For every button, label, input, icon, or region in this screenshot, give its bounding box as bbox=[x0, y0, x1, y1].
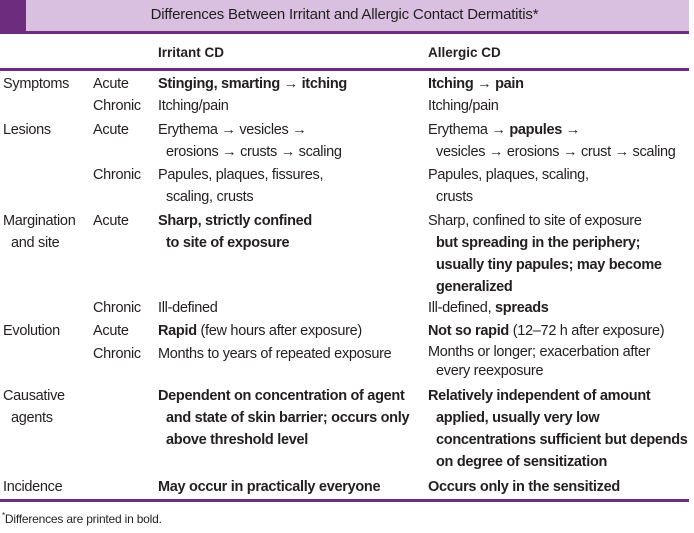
arrow-icon: → bbox=[614, 144, 629, 160]
bottom-rule bbox=[0, 499, 689, 502]
evolution-acute-allergic: Not so rapid (12–72 h after exposure) bbox=[428, 323, 665, 339]
margination-acute-allergic: Sharp, confined to site of exposure but spreading in the periphery; usually tiny papules; may become generalized bbox=[428, 213, 662, 295]
arrow-icon: → bbox=[488, 144, 504, 160]
arrow-icon: → bbox=[283, 76, 298, 92]
margination-chronic-allergic: Ill-defined, spreads bbox=[428, 300, 549, 316]
header-rule bbox=[0, 68, 689, 71]
symptoms-chronic-allergic: Itching/pain bbox=[428, 98, 499, 114]
row-label-incidence: Incidence bbox=[3, 479, 63, 495]
footnote: *Differences are printed in bold. bbox=[2, 511, 162, 526]
arrow-icon: → bbox=[565, 122, 580, 138]
arrow-icon: → bbox=[563, 144, 578, 160]
causative-allergic: Relatively independent of amount applied, usually very low concentrations sufficient but depends on degree of sensitization bbox=[428, 388, 688, 470]
incidence-irritant: May occur in practically everyone bbox=[158, 479, 381, 495]
row-label-evolution: Evolution bbox=[3, 323, 60, 339]
table-title: Differences Between Irritant and Allergic Contact Dermatitis* bbox=[150, 6, 539, 23]
lesions-chronic-allergic: Papules, plaques, scaling, crusts bbox=[428, 167, 589, 205]
arrow-icon: → bbox=[222, 144, 237, 160]
phase-label: Acute bbox=[93, 323, 129, 339]
symptoms-acute-allergic: Itching → pain bbox=[428, 76, 524, 92]
phase-label: Chronic bbox=[93, 346, 141, 362]
phase-label: Chronic bbox=[93, 98, 141, 114]
phase-label: Acute bbox=[93, 76, 129, 92]
evolution-chronic-irritant: Months to years of repeated exposure bbox=[158, 346, 392, 362]
phase-label: Acute bbox=[93, 213, 129, 229]
incidence-allergic: Occurs only in the sensitized bbox=[428, 479, 620, 495]
header-irritant: Irritant CD bbox=[158, 45, 225, 60]
arrow-icon: → bbox=[292, 122, 307, 138]
arrow-icon: → bbox=[221, 122, 236, 138]
lesions-chronic-irritant: Papules, plaques, fissures, scaling, crusts bbox=[158, 167, 324, 205]
row-label-lesions: Lesions bbox=[3, 122, 51, 138]
title-bar bbox=[0, 0, 689, 34]
lesions-acute-irritant: Erythema → vesicles → erosions → crusts → scaling bbox=[158, 122, 342, 160]
header-allergic: Allergic CD bbox=[428, 45, 501, 60]
phase-label: Chronic bbox=[93, 167, 141, 183]
row-label-causative-agents: Causative agents bbox=[3, 388, 65, 426]
causative-irritant: Dependent on concentration of agent and state of skin barrier; occurs only above threshold level bbox=[158, 388, 410, 448]
margination-acute-irritant: Sharp, strictly confined to site of exposure bbox=[158, 213, 312, 251]
phase-label: Chronic bbox=[93, 300, 141, 316]
row-label-margination: Margination and site bbox=[3, 213, 76, 251]
arrow-icon: → bbox=[477, 76, 492, 92]
arrow-icon: → bbox=[491, 122, 506, 138]
margination-chronic-irritant: Ill-defined bbox=[158, 300, 218, 316]
arrow-icon: → bbox=[280, 144, 295, 160]
evolution-chronic-allergic: Months or longer; exacerbation after every reexposure bbox=[428, 344, 651, 379]
lesions-acute-allergic: Erythema → papules → vesicles → erosions → crust → scaling bbox=[428, 122, 676, 160]
symptoms-chronic-irritant: Itching/pain bbox=[158, 98, 229, 114]
evolution-acute-irritant: Rapid (few hours after exposure) bbox=[158, 323, 362, 339]
row-label-symptoms: Symptoms bbox=[3, 76, 70, 92]
symptoms-acute-irritant: Stinging, smarting → itching bbox=[158, 76, 347, 92]
phase-label: Acute bbox=[93, 122, 129, 138]
